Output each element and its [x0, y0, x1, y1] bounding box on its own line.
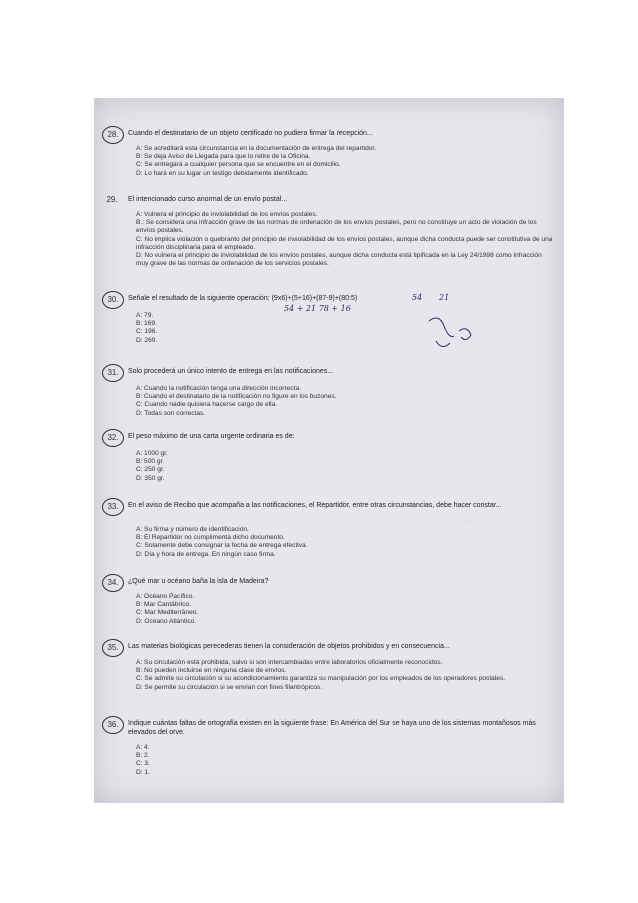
option: C: Solamente debe consignar la fecha de entrega efectiva. [136, 542, 308, 550]
option: B: 2. [136, 752, 150, 760]
bleed-through-text: · · · · · · · · [469, 178, 497, 184]
option: C: No implica violación o quebranto del principio de inviolabilidad de los envíos postales, aunque dicha conducta puede ser constitutiva de una infracción disciplinaria para el empleado. [136, 235, 553, 251]
options-list [136, 659, 554, 692]
question-text: El intencionado curso anormal de un envío postal... [128, 196, 288, 203]
question-text: Cuando el destinatario de un objeto certificado no pudiera firmar la recepción... [128, 130, 373, 137]
option: D: Se permite su circulación si se envían con fines filantrópicos. [136, 683, 323, 691]
question-number: 30. [102, 291, 124, 309]
option: A: 1000 gr. [136, 450, 168, 457]
option: B: No pueden incluirse en ninguna clase de envíos. [136, 667, 287, 675]
handwritten-note: 54 [412, 293, 423, 302]
option: C: 250 gr. [136, 466, 165, 474]
option: A: 4. [136, 744, 150, 751]
question-number: 31. [102, 364, 124, 382]
option: D: Océano Atlántico. [136, 617, 197, 625]
handwritten-sum: 54 + 21 78 + 16 [284, 304, 351, 313]
option: B: Cuando el destinatario de la notificación no figure en los buzones. [136, 393, 337, 401]
question-text: Solo procederá un único intento de entrega en las notificaciones... [128, 368, 334, 375]
question-text: ¿Qué mar u océano baña la isla de Madeira? [128, 578, 269, 585]
option: D: Todas son correctas. [136, 409, 206, 417]
question-text: Las materias biológicas perecederas tienen la consideración de objetos prohibidos y en consecuencia... [128, 643, 450, 650]
question-text: El peso máximo de una carta urgente ordinaria es de: [128, 433, 295, 440]
options-list [136, 312, 554, 345]
option: D: 350 gr. [136, 474, 165, 482]
question-text: En el aviso de Recibo que acompaña a las notificaciones, el Repartidor, entre otras circunstancias, debe hacer constar... [128, 502, 502, 509]
option: D: Lo hará en su lugar un testigo debidamente identificado. [136, 169, 309, 177]
question-number: 35. [102, 639, 124, 657]
scanned-page [94, 98, 564, 803]
options-list [136, 593, 554, 626]
option: A: Su circulación está prohibida, salvo si son intercambiadas entre laboratorios oficialmente reconocidos. [136, 659, 443, 666]
question-number: 33. [102, 498, 124, 516]
question-number: 34. [102, 574, 124, 592]
option: C: 196. [136, 328, 158, 336]
option: A: Vulnera el principio de inviolabilidad de los envíos postales. [136, 211, 318, 218]
options-list [136, 145, 554, 178]
option: B: Mar Cantábrico. [136, 601, 191, 609]
option: B: Se deja Aviso de Llegada para que lo retire de la Oficina. [136, 153, 311, 161]
option: A: Se acreditará esta circunstancia en la documentación de entrega del repartidor. [136, 145, 377, 152]
question-number: 32. [102, 429, 124, 447]
option: C: 3. [136, 760, 150, 768]
option: B: El Repartidor no cumplimenta dicho documento. [136, 534, 285, 542]
option: B.: Se considera una infracción grave de las normas de ordenación de los envíos postales, pero no constituye un acto de violación de los envíos postales. [136, 219, 537, 235]
bleed-through-text: · · · · · · · · · · [454, 138, 489, 144]
question-number: 29. [106, 195, 118, 204]
options-list [136, 526, 554, 559]
bleed-through-text: · · · · · · · · · · · [434, 518, 473, 524]
handwritten-note: 21 [439, 293, 450, 302]
options-list [136, 211, 554, 268]
option: A: Cuando la notificación tenga una dirección incorrecta. [136, 385, 301, 392]
option: D: No vulnera el principio de inviolabilidad de los envíos postales, aunque dicha conducta está tipificada en la Ley 24/1998 como infracción muy grave de las normas de ordenación de los servicios postales. [136, 252, 542, 268]
option: A: Su firma y número de identificación. [136, 526, 249, 533]
option: B: 169. [136, 320, 157, 328]
question-text: Indique cuántas faltas de ortografía existen en la siguiente frase: En América del Sur se haya uno de los sistemas montañosos más elevados del orve. [128, 720, 536, 736]
option: D: 269. [136, 336, 158, 344]
options-list [136, 385, 554, 418]
option: D: 1. [136, 768, 150, 776]
question-text: Señale el resultado de la siguiente operación: (9x6)+(5+16)+(87-9)+(80:5) [128, 295, 358, 302]
option: C: Cuando nadie quisiera hacerse cargo de ella. [136, 401, 278, 409]
option: B: 500 gr. [136, 458, 165, 466]
question-number: 28. [102, 126, 124, 144]
option: C: Se admite su circulación si su acondicionamiento garantiza su manipulación por los empleados de los operadores postales. [136, 675, 506, 683]
options-list [136, 744, 554, 777]
option: A: 79. [136, 312, 154, 319]
option: A: Océano Pacífico. [136, 593, 195, 600]
question-number: 36. [102, 716, 124, 734]
option: C: Mar Mediterráneo. [136, 609, 199, 617]
option: C: Se entregará a cualquier persona que se encuentre en el domicilio. [136, 161, 341, 169]
option: D: Día y hora de entrega. En ningún caso firma. [136, 550, 276, 558]
options-list [136, 450, 554, 483]
